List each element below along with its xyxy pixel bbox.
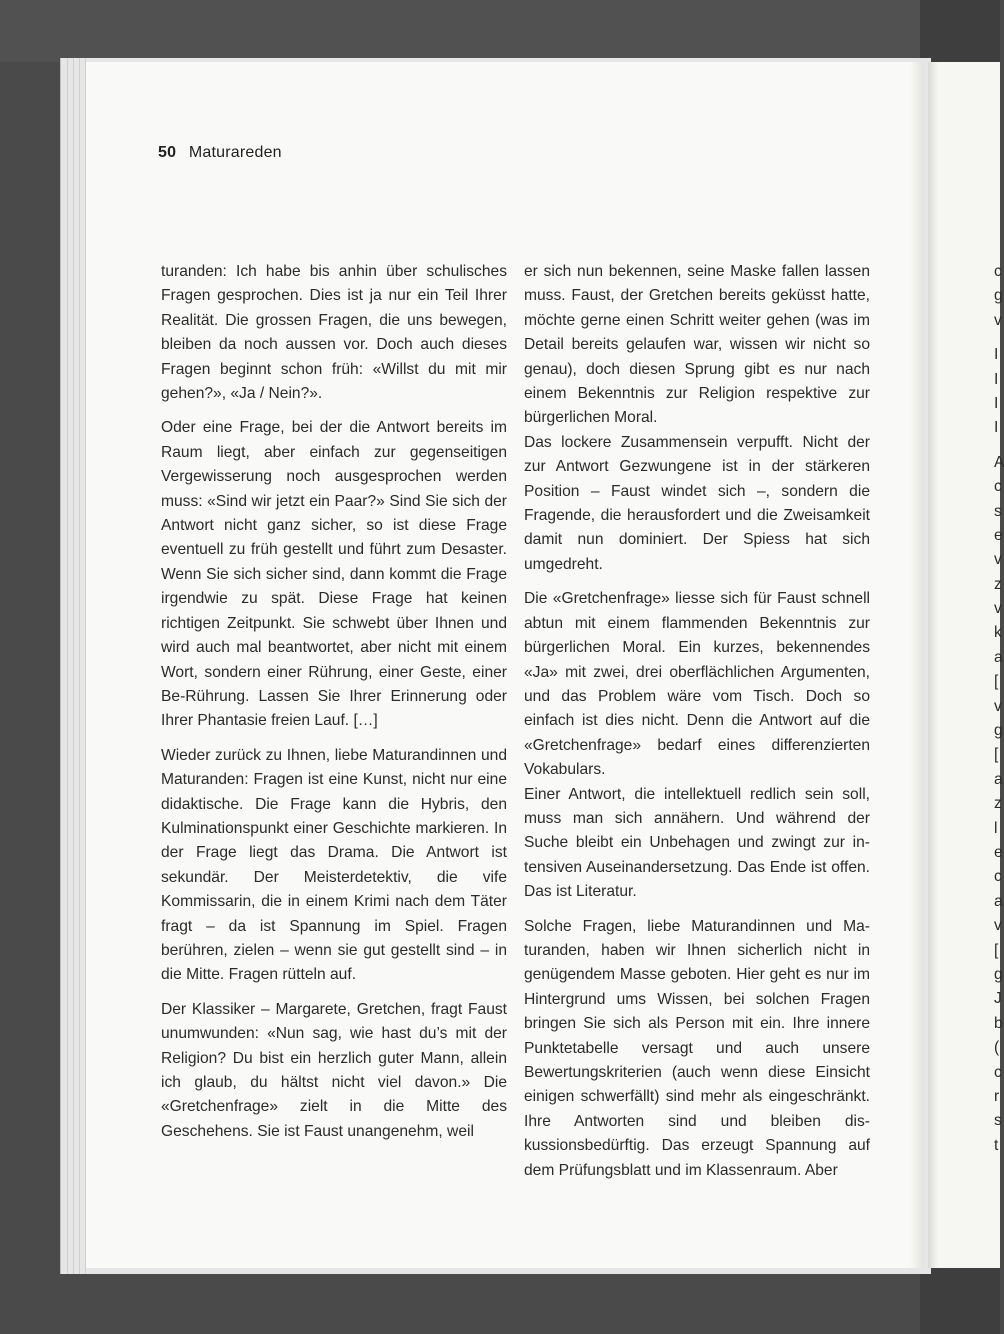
text-column-right [524, 260, 870, 1183]
edge-letter: v [994, 551, 1002, 569]
facing-book-page [928, 62, 1004, 1268]
paragraph: turanden: Ich habe bis anhin über schulisches Fragen gesprochen. Dies ist ja nur ein Teil Ihrer Realität. Die grossen Fragen, die uns bewegen, bleiben da noch aussen vor. Doch auch dieses Fragen beginnt schon früh: «Willst du mit mir gehen?», «Ja / Nein?». [161, 263, 507, 403]
edge-letter: g [994, 287, 1003, 305]
edge-letter: z [994, 795, 1002, 813]
edge-letter: l [994, 819, 998, 837]
paragraph: Einer Antwort, die intellektuell redlich sein soll, muss man sich annähern. Und während der Suche bleibt ein Unbehagen und zwingt zur intensiven Auseinandersetzung. Das Ende ist offen. Das ist Literatur. [524, 785, 870, 901]
edge-letter: a [994, 770, 1003, 788]
facing-page-gutter [928, 62, 938, 1268]
edge-letter: J [994, 990, 1002, 1008]
edge-letter: a [994, 892, 1003, 910]
text-column-left [161, 260, 507, 1144]
section-title: Maturareden [188, 144, 282, 161]
paragraph: Solche Fragen, liebe Maturandinnen und Maturanden, haben wir Ihnen sicherlich nicht in genügendem Masse geboten. Hier geht es nur im Hintergrund ums Wissen, bei solchen Fragen bringen Sie sich als Person mit ein. Ihre innere Punktetabelle versagt und auch unsere Bewertungskriterien (auch wenn diese Einsicht einigen schwerfällt) sind mehr als eingeschränkt. Ihre Antworten sind und bleiben diskussionsbedürftig. Das erzeugt Spannung auf dem Prüfungsblatt und im Klassenraum. Aber [524, 917, 870, 1179]
facing-page-cut-off-text [994, 260, 1004, 1158]
edge-letter: e [994, 843, 1003, 861]
paragraph: Die «Gretchenfrage» liesse sich für Faust schnell abtun mit einem flammenden Bekenntnis zur bürgerlichen Moral. Ein kurzes, bekennendes «Ja» mit zwei, drei oberflächlichen Argumenten, und das Problem wäre vom Tisch. Doch so einfach ist dies nicht. Denn die Antwort auf die «Gretchenfrage» bedarf eines differenzierten Vokabulars. [524, 590, 870, 779]
edge-letter: ( [994, 1039, 1000, 1057]
edge-letter: I [994, 419, 999, 437]
edge-letter: b [994, 1014, 1003, 1032]
edge-letter: s [994, 1112, 1002, 1130]
edge-letter: v [994, 917, 1002, 935]
edge-letter: z [994, 575, 1002, 593]
running-head [158, 144, 282, 162]
edge-letter: I [994, 394, 999, 412]
edge-letter: c [994, 1063, 1002, 1081]
paragraph: Oder eine Frage, bei der die Antwort bereits im Raum liegt, aber einfach zur gegenseitigen Vergewisserung noch ausgesprochen werden muss: «Sind wir jetzt ein Paar?» Sind Sie sich der Antwort nicht ganz sicher, so ist diese Frage eventuell zu früh gestellt und führt zum Desaster. Wenn Sie sich sicher sind, dann kommt die Frage irgendwie zu spät. Diese Frage hat keinen richtigen Zeitpunkt. Sie schwebt über Ihnen und wird auch mal beantwortet, aber nicht mit einem Wort, sondern einer Rührung, einer Geste, einer Be-Rührung. Lassen Sie Ihrer Erinnerung oder Ihrer Phantasie freien Lauf. […] [161, 419, 507, 730]
paragraph: Wieder zurück zu Ihnen, liebe Maturandinnen und Maturanden: Fragen ist eine Kunst, nicht nur eine didaktische. Die Frage kann die Hybris, den Kulminationspunkt einer Geschichte markieren. In der Frage liegt das Drama. Die Antwort ist sekundär. Der Meisterdetektiv, die vife Kommissarin, die in einem Krimi nach dem Täter fragt – da ist Spannung im Spiel. Fragen berühren, zielen – wenn sie gut gestellt sind – in die Mitte. Fragen rütteln auf. [161, 746, 507, 984]
edge-letter: v [994, 600, 1002, 618]
scanner-background-top [0, 0, 1000, 62]
edge-letter: g [994, 722, 1003, 740]
edge-letter: v [994, 311, 1002, 329]
edge-letter: A [994, 453, 1004, 471]
page-number: 50 [158, 144, 177, 161]
edge-letter: c [994, 868, 1002, 886]
edge-letter: c [994, 478, 1002, 496]
edge-letter: r [994, 1087, 1000, 1105]
edge-letter: g [994, 965, 1003, 983]
edge-letter: [ [994, 941, 999, 959]
edge-letter: c [994, 263, 1002, 280]
edge-letter: t [994, 1136, 999, 1154]
page-gutter-shadow [910, 62, 924, 1268]
edge-letter: a [994, 648, 1003, 666]
edge-letter: [ [994, 673, 999, 691]
edge-letter: e [994, 526, 1003, 544]
paragraph: Der Klassiker – Margarete, Gretchen, fragt Faust unumwunden: «Nun sag, wie hast du’s mit der Religion? Du bist ein herzlich guter Mann, allein ich glaub, du hältst nicht viel davon.» Die «Gretchenfrage» zielt in die Mitte des Geschehens. Sie ist Faust unangenehm, weil [161, 1000, 507, 1140]
paragraph: er sich nun bekennen, seine Maske fallen lassen muss. Faust, der Gretchen bereits geküsst hatte, möchte gerne einen Schritt weiter gehen (was im Detail bereits gelaufen war, wissen wir nicht so genau), doch diesen Sprung gibt es nur nach einem Bekenntnis zur Religion respektive zur bürgerlichen Moral. [524, 263, 870, 427]
edge-letter: [ [994, 746, 999, 764]
edge-letter: I [994, 346, 999, 364]
left-book-page [86, 62, 924, 1268]
edge-letter: s [994, 502, 1002, 520]
paragraph: Das lockere Zusammensein verpufft. Nicht der zur Antwort Gezwungene ist in der stärkeren Position – Faust windet sich –, sondern die Fragende, die herausfordert und die Zweisamkeit damit nun dominiert. Der Spiess hat sich umgedreht. [524, 433, 870, 573]
edge-letter: k [994, 624, 1002, 642]
edge-letter: I [994, 370, 999, 388]
edge-letter: v [994, 697, 1002, 715]
